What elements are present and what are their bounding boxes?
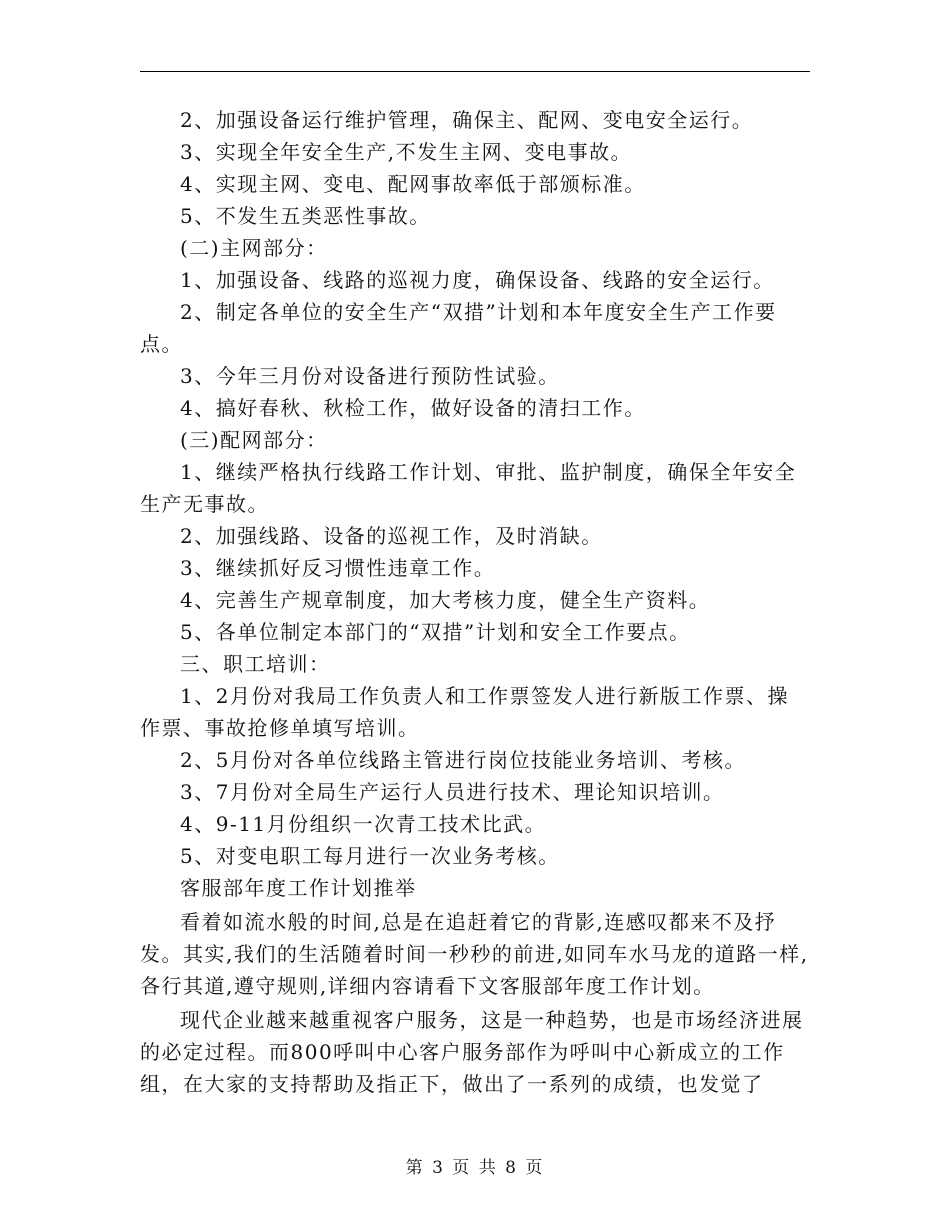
paragraph: 1、加强设备、线路的巡视力度，确保设备、线路的安全运行。 — [180, 268, 775, 292]
section-heading: (二)主网部分： — [180, 236, 328, 260]
page-number: 第 3 页 共 8 页 — [405, 1158, 545, 1178]
paragraph: 现代企业越来越重视客户服务，这是一种趋势，也是市场经济进展的必定过程。而800呼叫中心客户服务部作为呼叫中心新成立的工作组，在大家的支持帮助及指正下，做出了一系列的成绩，也发觉了 — [140, 1008, 804, 1096]
paragraph: 5、不发生五类恶性事故。 — [180, 204, 431, 228]
paragraph: 3、实现全年安全生产,不发生主网、变电事故。 — [180, 140, 633, 164]
paragraph: 5、各单位制定本部门的“双措”计划和安全工作要点。 — [180, 620, 691, 644]
header-rule — [140, 71, 810, 72]
document-body — [140, 104, 810, 1100]
section-heading: 三、职工培训： — [180, 652, 331, 676]
paragraph: 2、加强设备运行维护管理，确保主、配网、变电安全运行。 — [180, 108, 754, 132]
paragraph: 4、实现主网、变电、配网事故率低于部颁标准。 — [180, 172, 646, 196]
paragraph: 3、继续抓好反习惯性违章工作。 — [180, 556, 496, 580]
paragraph: 看着如流水般的时间,总是在追赶着它的背影,连感叹都来不及抒发。其实,我们的生活随着时间一秒秒的前进,如同车水马龙的道路一样,各行其道,遵守规则,详细内容请看下文客服部年度工作计划。 — [140, 910, 809, 998]
document-title: 客服部年度工作计划推举 — [180, 876, 417, 900]
paragraph: 5、对变电职工每月进行一次业务考核。 — [180, 844, 560, 868]
paragraph: 3、7月份对全局生产运行人员进行技术、理论知识培训。 — [180, 780, 725, 804]
paragraph: 4、完善生产规章制度，加大考核力度，健全生产资料。 — [180, 588, 711, 612]
paragraph: 1、2月份对我局工作负责人和工作票签发人进行新版工作票、操作票、事故抢修单填写培训。 — [140, 684, 789, 740]
paragraph: 4、搞好春秋、秋检工作，做好设备的清扫工作。 — [180, 396, 646, 420]
paragraph: 4、9-11月份组织一次青工技术比武。 — [180, 812, 547, 836]
paragraph: 3、今年三月份对设备进行预防性试验。 — [180, 364, 560, 388]
paragraph: 1、继续严格执行线路工作计划、审批、监护制度，确保全年安全生产无事故。 — [140, 460, 797, 516]
section-heading: (三)配网部分： — [180, 428, 328, 452]
paragraph: 2、加强线路、设备的巡视工作，及时消缺。 — [180, 524, 603, 548]
paragraph: 2、5月份对各单位线路主管进行岗位技能业务培训、考核。 — [180, 748, 746, 772]
paragraph: 2、制定各单位的安全生产“双措”计划和本年度安全生产工作要点。 — [140, 300, 777, 356]
